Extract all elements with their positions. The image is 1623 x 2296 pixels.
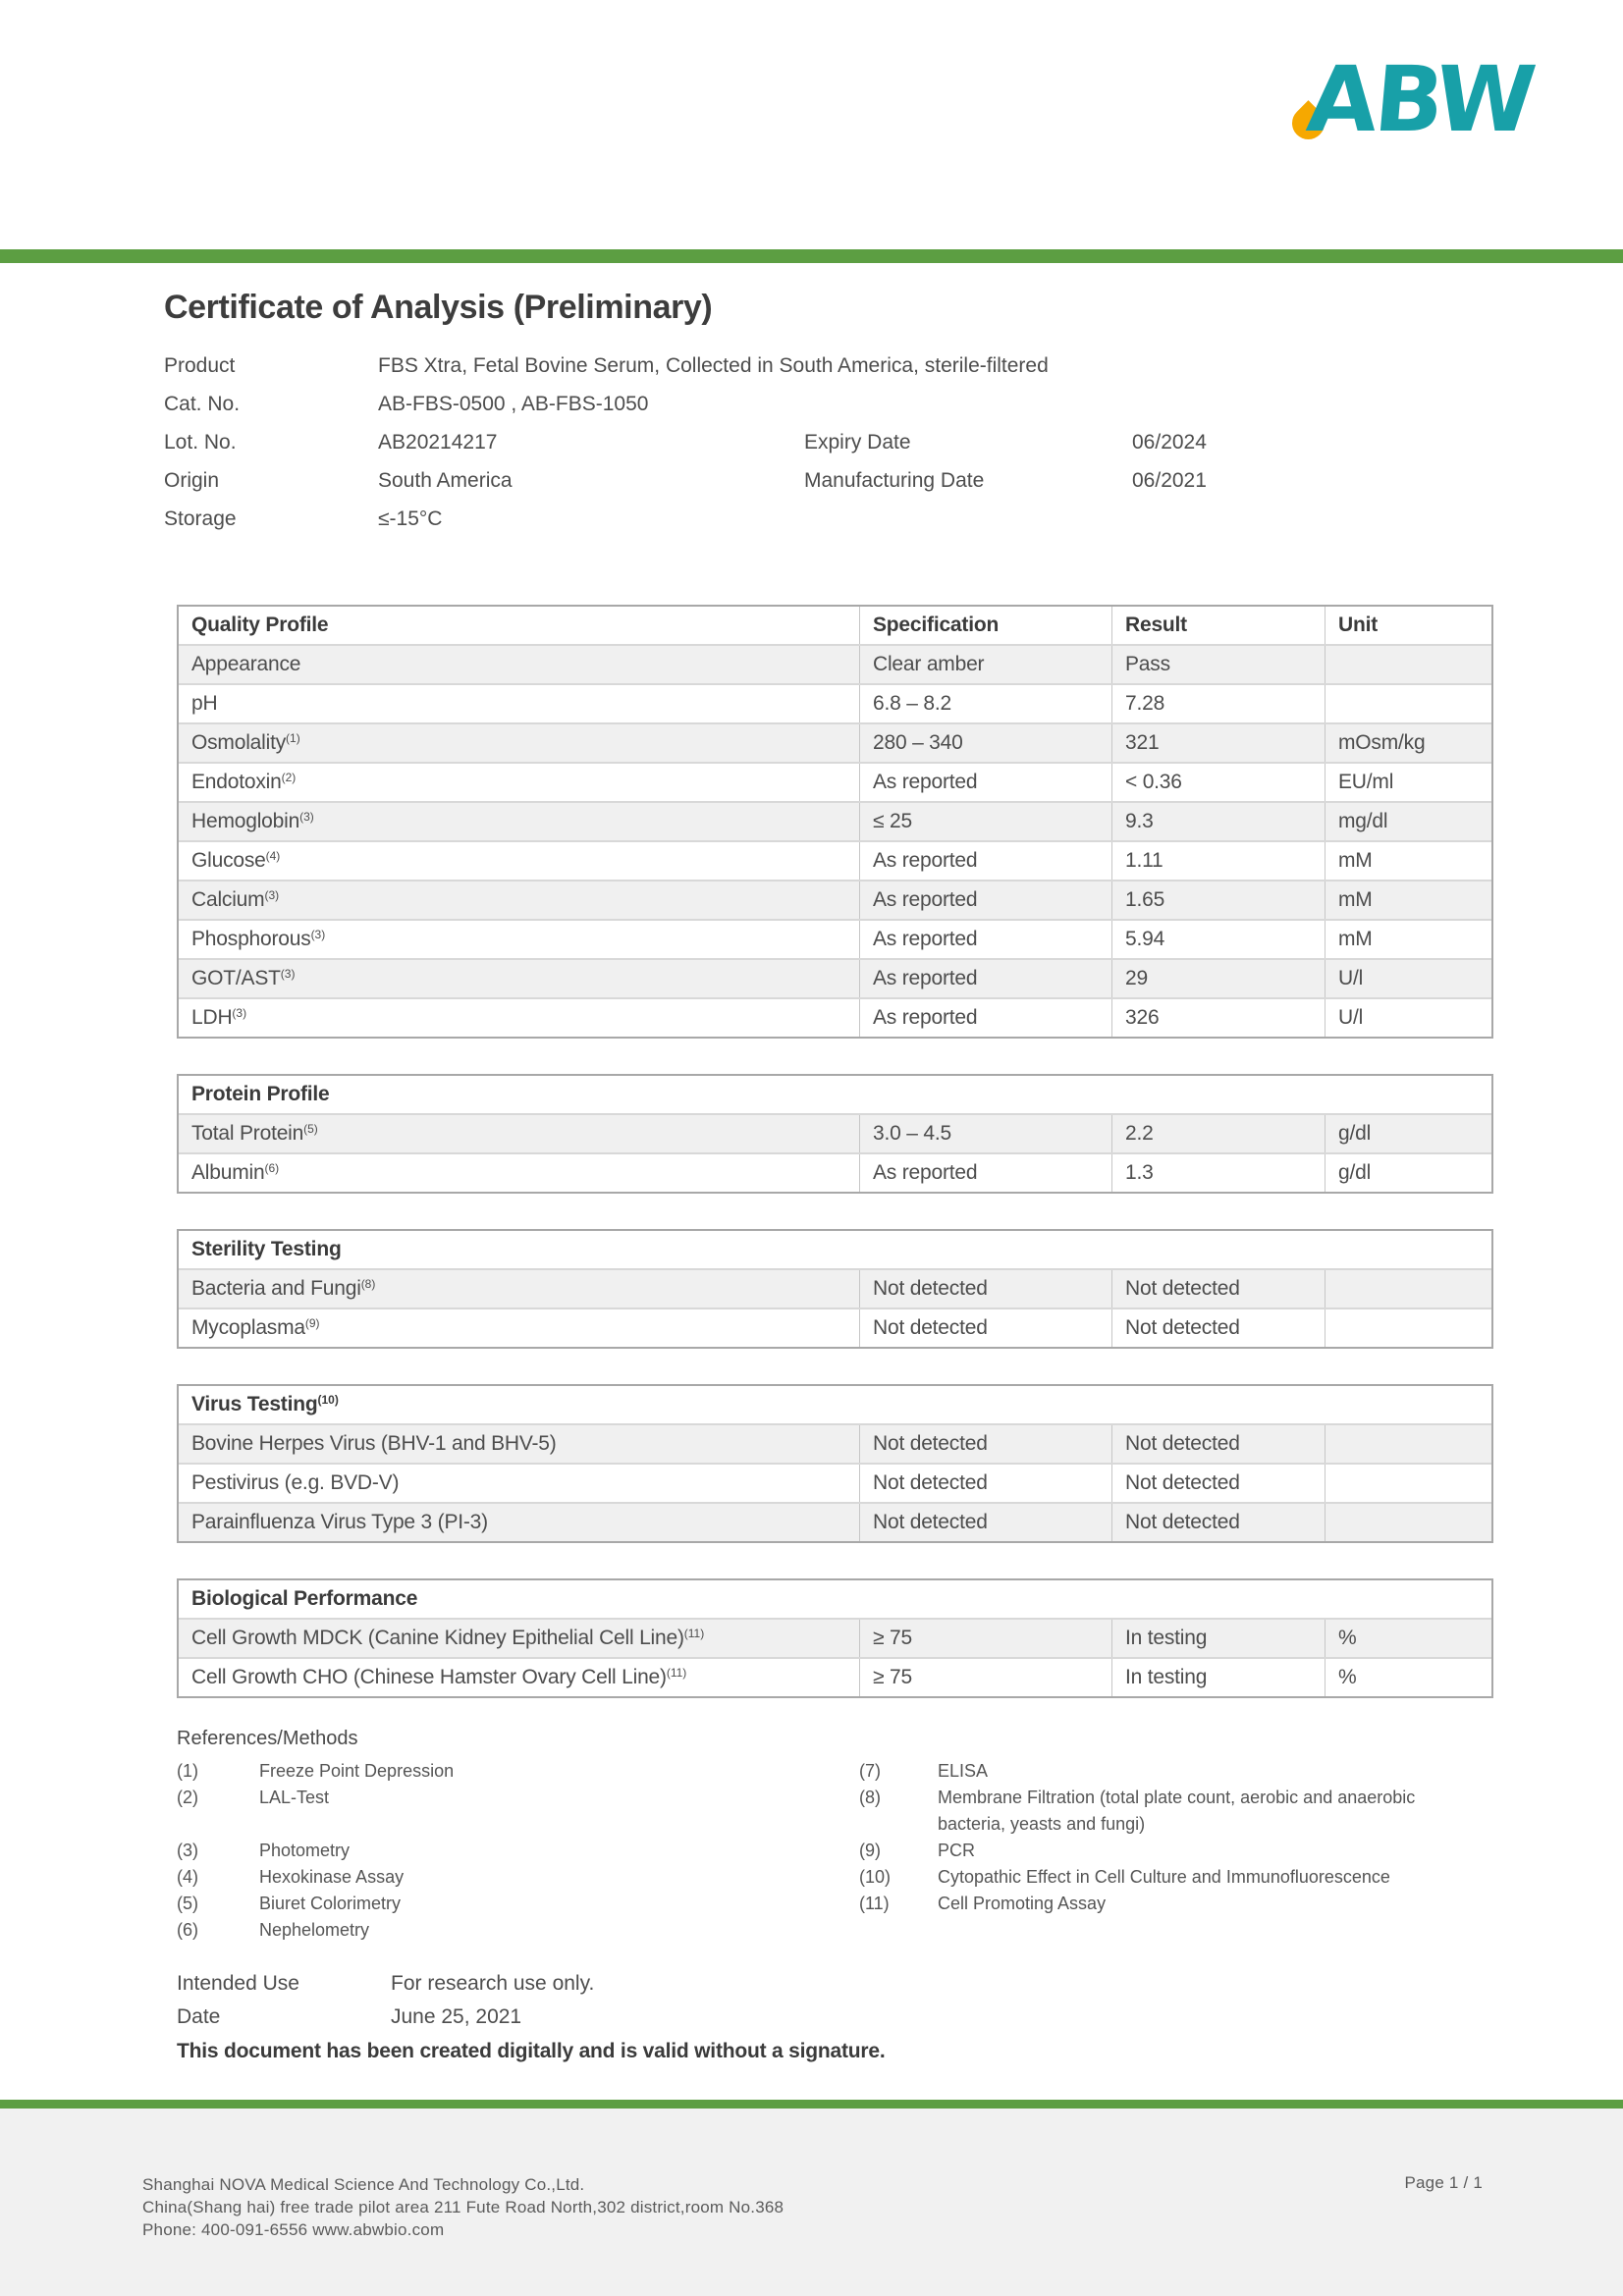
result-cell: 1.65 xyxy=(1111,881,1325,919)
param-footnote: (3) xyxy=(299,810,314,824)
param-label: Total Protein xyxy=(191,1122,304,1145)
result-cell: Not detected xyxy=(1111,1465,1325,1502)
table-row xyxy=(179,958,1491,997)
intended-use-row xyxy=(177,1967,1623,2001)
table-row xyxy=(179,919,1491,958)
unit-cell: % xyxy=(1325,1659,1491,1696)
spec-cell: As reported xyxy=(859,764,1111,801)
result-cell: 9.3 xyxy=(1111,803,1325,840)
column-header: Specification xyxy=(859,607,1111,644)
param-label: Osmolality xyxy=(191,731,287,754)
param-label: Appearance xyxy=(191,653,301,675)
reference-number xyxy=(859,1917,938,1944)
usage-section xyxy=(177,1967,1623,2065)
table-row xyxy=(179,880,1491,919)
param-cell xyxy=(179,960,859,997)
references-section xyxy=(177,1728,1623,1944)
result-cell: 7.28 xyxy=(1111,685,1325,722)
result-cell: 1.3 xyxy=(1111,1154,1325,1192)
protein-profile-table xyxy=(177,1074,1493,1194)
table-title-cell xyxy=(179,607,859,644)
unit-cell xyxy=(1325,1425,1491,1463)
info-value: ≤-15°C xyxy=(378,507,443,530)
reference-method: Cytopathic Effect in Cell Culture and Immunofluorescence xyxy=(938,1867,1390,1887)
reference-method xyxy=(938,1917,1443,1944)
date-label: Date xyxy=(177,2005,221,2028)
reference-number: (11) xyxy=(859,1894,890,1913)
column-header: Result xyxy=(1111,607,1325,644)
table-title: Quality Profile xyxy=(191,614,329,636)
reference-method: PCR xyxy=(938,1841,976,1860)
info-row xyxy=(164,500,1623,538)
reference-method: Nephelometry xyxy=(259,1920,370,1940)
table-title: Protein Profile xyxy=(191,1083,330,1105)
info-row xyxy=(164,423,1623,461)
table-header-row xyxy=(179,1386,1491,1423)
reference-number: (10) xyxy=(859,1867,892,1887)
param-footnote: (11) xyxy=(666,1666,687,1680)
spec-cell: As reported xyxy=(859,1154,1111,1192)
result-cell: Not detected xyxy=(1111,1270,1325,1308)
table-header-row xyxy=(179,1076,1491,1113)
reference-method: Biuret Colorimetry xyxy=(259,1894,402,1913)
info-row xyxy=(164,385,1623,423)
unit-cell: mg/dl xyxy=(1325,803,1491,840)
unit-cell xyxy=(1325,1309,1491,1347)
table-row xyxy=(179,997,1491,1037)
reference-number: (7) xyxy=(859,1761,881,1781)
param-footnote: (5) xyxy=(303,1122,318,1136)
param-footnote: (4) xyxy=(265,849,281,863)
param-label: GOT/AST xyxy=(191,967,281,989)
unit-cell: mOsm/kg xyxy=(1325,724,1491,762)
param-label: Albumin xyxy=(191,1161,265,1184)
result-cell: Not detected xyxy=(1111,1425,1325,1463)
unit-cell: U/l xyxy=(1325,999,1491,1037)
param-footnote: (3) xyxy=(232,1006,247,1020)
references-title: References/Methods xyxy=(177,1728,358,1749)
reference-method: ELISA xyxy=(938,1761,989,1781)
reference-number: (6) xyxy=(177,1920,198,1940)
param-label: Mycoplasma xyxy=(191,1316,305,1339)
info-value: 06/2021 xyxy=(1132,468,1207,492)
info-row xyxy=(164,461,1623,500)
param-cell xyxy=(179,764,859,801)
param-cell xyxy=(179,881,859,919)
reference-row xyxy=(177,1785,1623,1838)
param-label: Hemoglobin xyxy=(191,810,300,832)
reference-method: Membrane Filtration (total plate count, aerobic and anaerobic bacteria, yeasts and fungi) xyxy=(938,1788,1416,1834)
company-name: Shanghai NOVA Medical Science And Technology Co.,Ltd. xyxy=(142,2175,585,2194)
intended-use-value: For research use only. xyxy=(391,1972,595,1995)
company-address: China(Shang hai) free trade pilot area 211 Fute Road North,302 district,room No.368 xyxy=(142,2198,784,2216)
footer-body xyxy=(0,2109,1623,2296)
param-cell xyxy=(179,646,859,683)
param-cell xyxy=(179,1425,859,1463)
reference-method: Cell Promoting Assay xyxy=(938,1894,1107,1913)
reference-number: (8) xyxy=(859,1788,881,1807)
spec-cell: ≥ 75 xyxy=(859,1620,1111,1657)
info-label: Product xyxy=(164,353,236,377)
param-cell xyxy=(179,1309,859,1347)
table-row xyxy=(179,1618,1491,1657)
spec-cell: Clear amber xyxy=(859,646,1111,683)
spec-cell: As reported xyxy=(859,881,1111,919)
info-value: AB-FBS-0500 , AB-FBS-1050 xyxy=(378,392,649,415)
unit-cell xyxy=(1325,685,1491,722)
result-cell: 326 xyxy=(1111,999,1325,1037)
references-list xyxy=(177,1758,1623,1944)
result-cell: Pass xyxy=(1111,646,1325,683)
param-label: Pestivirus (e.g. BVD-V) xyxy=(191,1471,400,1494)
table-title: Virus Testing xyxy=(191,1393,318,1415)
info-value: AB20214217 xyxy=(378,430,498,454)
abw-logo xyxy=(1303,47,1538,152)
param-footnote: (8) xyxy=(360,1277,376,1291)
table-header-row xyxy=(179,607,1491,644)
info-label: Manufacturing Date xyxy=(804,468,985,492)
spec-cell: ≥ 75 xyxy=(859,1659,1111,1696)
reference-number: (5) xyxy=(177,1894,198,1913)
page-title: Certificate of Analysis (Preliminary) xyxy=(164,289,713,326)
param-footnote: (3) xyxy=(310,928,326,941)
spec-cell: ≤ 25 xyxy=(859,803,1111,840)
param-cell xyxy=(179,1620,859,1657)
param-cell xyxy=(179,999,859,1037)
unit-cell: EU/ml xyxy=(1325,764,1491,801)
result-cell: In testing xyxy=(1111,1659,1325,1696)
spec-cell: Not detected xyxy=(859,1425,1111,1463)
unit-cell: mM xyxy=(1325,921,1491,958)
reference-row xyxy=(177,1758,1623,1785)
param-cell xyxy=(179,921,859,958)
spec-cell: As reported xyxy=(859,921,1111,958)
param-cell xyxy=(179,1270,859,1308)
page-footer xyxy=(0,2100,1623,2296)
column-header: Unit xyxy=(1325,607,1491,644)
spec-cell: 280 – 340 xyxy=(859,724,1111,762)
spec-cell: Not detected xyxy=(859,1504,1111,1541)
virus-testing-table xyxy=(177,1384,1493,1543)
unit-cell xyxy=(1325,1504,1491,1541)
page-number: Page 1 / 1 xyxy=(1404,2173,1483,2192)
spec-cell: Not detected xyxy=(859,1465,1111,1502)
info-label: Storage xyxy=(164,507,237,530)
param-footnote: (11) xyxy=(683,1627,705,1640)
param-footnote: (2) xyxy=(281,771,297,784)
param-cell xyxy=(179,1659,859,1696)
table-row xyxy=(179,722,1491,762)
result-cell: 1.11 xyxy=(1111,842,1325,880)
unit-cell: % xyxy=(1325,1620,1491,1657)
biological-performance-table xyxy=(177,1578,1493,1698)
param-cell xyxy=(179,1154,859,1192)
table-row xyxy=(179,1268,1491,1308)
result-cell: 29 xyxy=(1111,960,1325,997)
info-label: Expiry Date xyxy=(804,430,911,454)
results-tables xyxy=(164,605,1623,1698)
quality-profile-table xyxy=(177,605,1493,1039)
unit-cell: g/dl xyxy=(1325,1115,1491,1152)
param-cell xyxy=(179,1465,859,1502)
company-phone: Phone: 400-091-6556 www.abwbio.com xyxy=(142,2220,445,2239)
reference-number: (4) xyxy=(177,1867,198,1887)
result-cell: Not detected xyxy=(1111,1309,1325,1347)
table-row xyxy=(179,1463,1491,1502)
info-value: 06/2024 xyxy=(1132,430,1207,454)
document-body xyxy=(0,289,1623,2065)
table-row xyxy=(179,1657,1491,1696)
info-label: Origin xyxy=(164,468,220,492)
date-value: June 25, 2021 xyxy=(391,2005,522,2028)
table-header-row xyxy=(179,1231,1491,1268)
info-label: Cat. No. xyxy=(164,392,241,415)
result-cell: 5.94 xyxy=(1111,921,1325,958)
result-cell: 2.2 xyxy=(1111,1115,1325,1152)
table-row xyxy=(179,762,1491,801)
param-label: LDH xyxy=(191,1006,233,1029)
reference-method: Hexokinase Assay xyxy=(259,1867,405,1887)
param-label: Endotoxin xyxy=(191,771,282,793)
param-footnote: (9) xyxy=(304,1316,320,1330)
unit-cell: mM xyxy=(1325,881,1491,919)
reference-method: LAL-Test xyxy=(259,1788,330,1807)
param-label: Cell Growth MDCK (Canine Kidney Epithelial Cell Line) xyxy=(191,1627,684,1649)
divider-bar-top xyxy=(0,249,1623,263)
info-value: FBS Xtra, Fetal Bovine Serum, Collected in South America, sterile-filtered xyxy=(378,353,1049,377)
result-cell: Not detected xyxy=(1111,1504,1325,1541)
table-row xyxy=(179,1308,1491,1347)
spec-cell: Not detected xyxy=(859,1309,1111,1347)
company-info xyxy=(142,2173,784,2241)
param-cell xyxy=(179,842,859,880)
reference-number: (1) xyxy=(177,1761,198,1781)
unit-cell: mM xyxy=(1325,842,1491,880)
intended-use-label: Intended Use xyxy=(177,1972,299,1995)
product-info xyxy=(164,347,1623,538)
result-cell: < 0.36 xyxy=(1111,764,1325,801)
reference-row xyxy=(177,1891,1623,1917)
param-footnote: (6) xyxy=(264,1161,280,1175)
result-cell: 321 xyxy=(1111,724,1325,762)
param-footnote: (3) xyxy=(280,967,296,981)
reference-number: (2) xyxy=(177,1788,198,1807)
date-row xyxy=(177,2001,1623,2034)
param-cell xyxy=(179,724,859,762)
unit-cell xyxy=(1325,1465,1491,1502)
page-header xyxy=(0,0,1623,249)
reference-method: Freeze Point Depression xyxy=(259,1761,455,1781)
reference-number: (9) xyxy=(859,1841,881,1860)
table-row xyxy=(179,683,1491,722)
info-value: South America xyxy=(378,468,513,492)
table-title-cell xyxy=(179,1231,1491,1268)
table-row xyxy=(179,801,1491,840)
param-cell xyxy=(179,685,859,722)
spec-cell: As reported xyxy=(859,960,1111,997)
sterility-testing-table xyxy=(177,1229,1493,1349)
param-footnote: (3) xyxy=(264,888,280,902)
unit-cell xyxy=(1325,646,1491,683)
table-header-row xyxy=(179,1580,1491,1618)
reference-row xyxy=(177,1917,1623,1944)
spec-cell: As reported xyxy=(859,842,1111,880)
reference-method: Photometry xyxy=(259,1841,351,1860)
logo-text: ABW xyxy=(1303,47,1538,152)
table-title: Biological Performance xyxy=(191,1587,418,1610)
param-label: pH xyxy=(191,692,218,715)
table-title-cell xyxy=(179,1076,1491,1113)
reference-number: (3) xyxy=(177,1841,198,1860)
param-label: Bacteria and Fungi xyxy=(191,1277,361,1300)
param-label: Bovine Herpes Virus (BHV-1 and BHV-5) xyxy=(191,1432,557,1455)
digital-signature-note: This document has been created digitally and is valid without a signature. xyxy=(177,2040,886,2062)
param-cell xyxy=(179,1115,859,1152)
reference-row xyxy=(177,1838,1623,1864)
reference-row xyxy=(177,1864,1623,1891)
param-label: Glucose xyxy=(191,849,266,872)
param-cell xyxy=(179,1504,859,1541)
param-footnote: (1) xyxy=(286,731,300,745)
table-row xyxy=(179,840,1491,880)
spec-cell: 3.0 – 4.5 xyxy=(859,1115,1111,1152)
param-cell xyxy=(179,803,859,840)
table-row xyxy=(179,1423,1491,1463)
unit-cell: U/l xyxy=(1325,960,1491,997)
table-row xyxy=(179,644,1491,683)
spec-cell: Not detected xyxy=(859,1270,1111,1308)
info-label: Lot. No. xyxy=(164,430,237,454)
divider-bar-bottom xyxy=(0,2100,1623,2109)
table-title: Sterility Testing xyxy=(191,1238,342,1260)
param-label: Cell Growth CHO (Chinese Hamster Ovary Cell Line) xyxy=(191,1666,667,1688)
param-label: Phosphorous xyxy=(191,928,311,950)
unit-cell: g/dl xyxy=(1325,1154,1491,1192)
table-title-cell xyxy=(179,1386,1491,1423)
param-label: Parainfluenza Virus Type 3 (PI-3) xyxy=(191,1511,488,1533)
unit-cell xyxy=(1325,1270,1491,1308)
result-cell: In testing xyxy=(1111,1620,1325,1657)
table-title-cell xyxy=(179,1580,1491,1618)
table-row xyxy=(179,1113,1491,1152)
table-row xyxy=(179,1152,1491,1192)
info-row xyxy=(164,347,1623,385)
spec-cell: 6.8 – 8.2 xyxy=(859,685,1111,722)
param-label: Calcium xyxy=(191,888,265,911)
spec-cell: As reported xyxy=(859,999,1111,1037)
table-title-footnote: (10) xyxy=(317,1393,339,1407)
table-row xyxy=(179,1502,1491,1541)
